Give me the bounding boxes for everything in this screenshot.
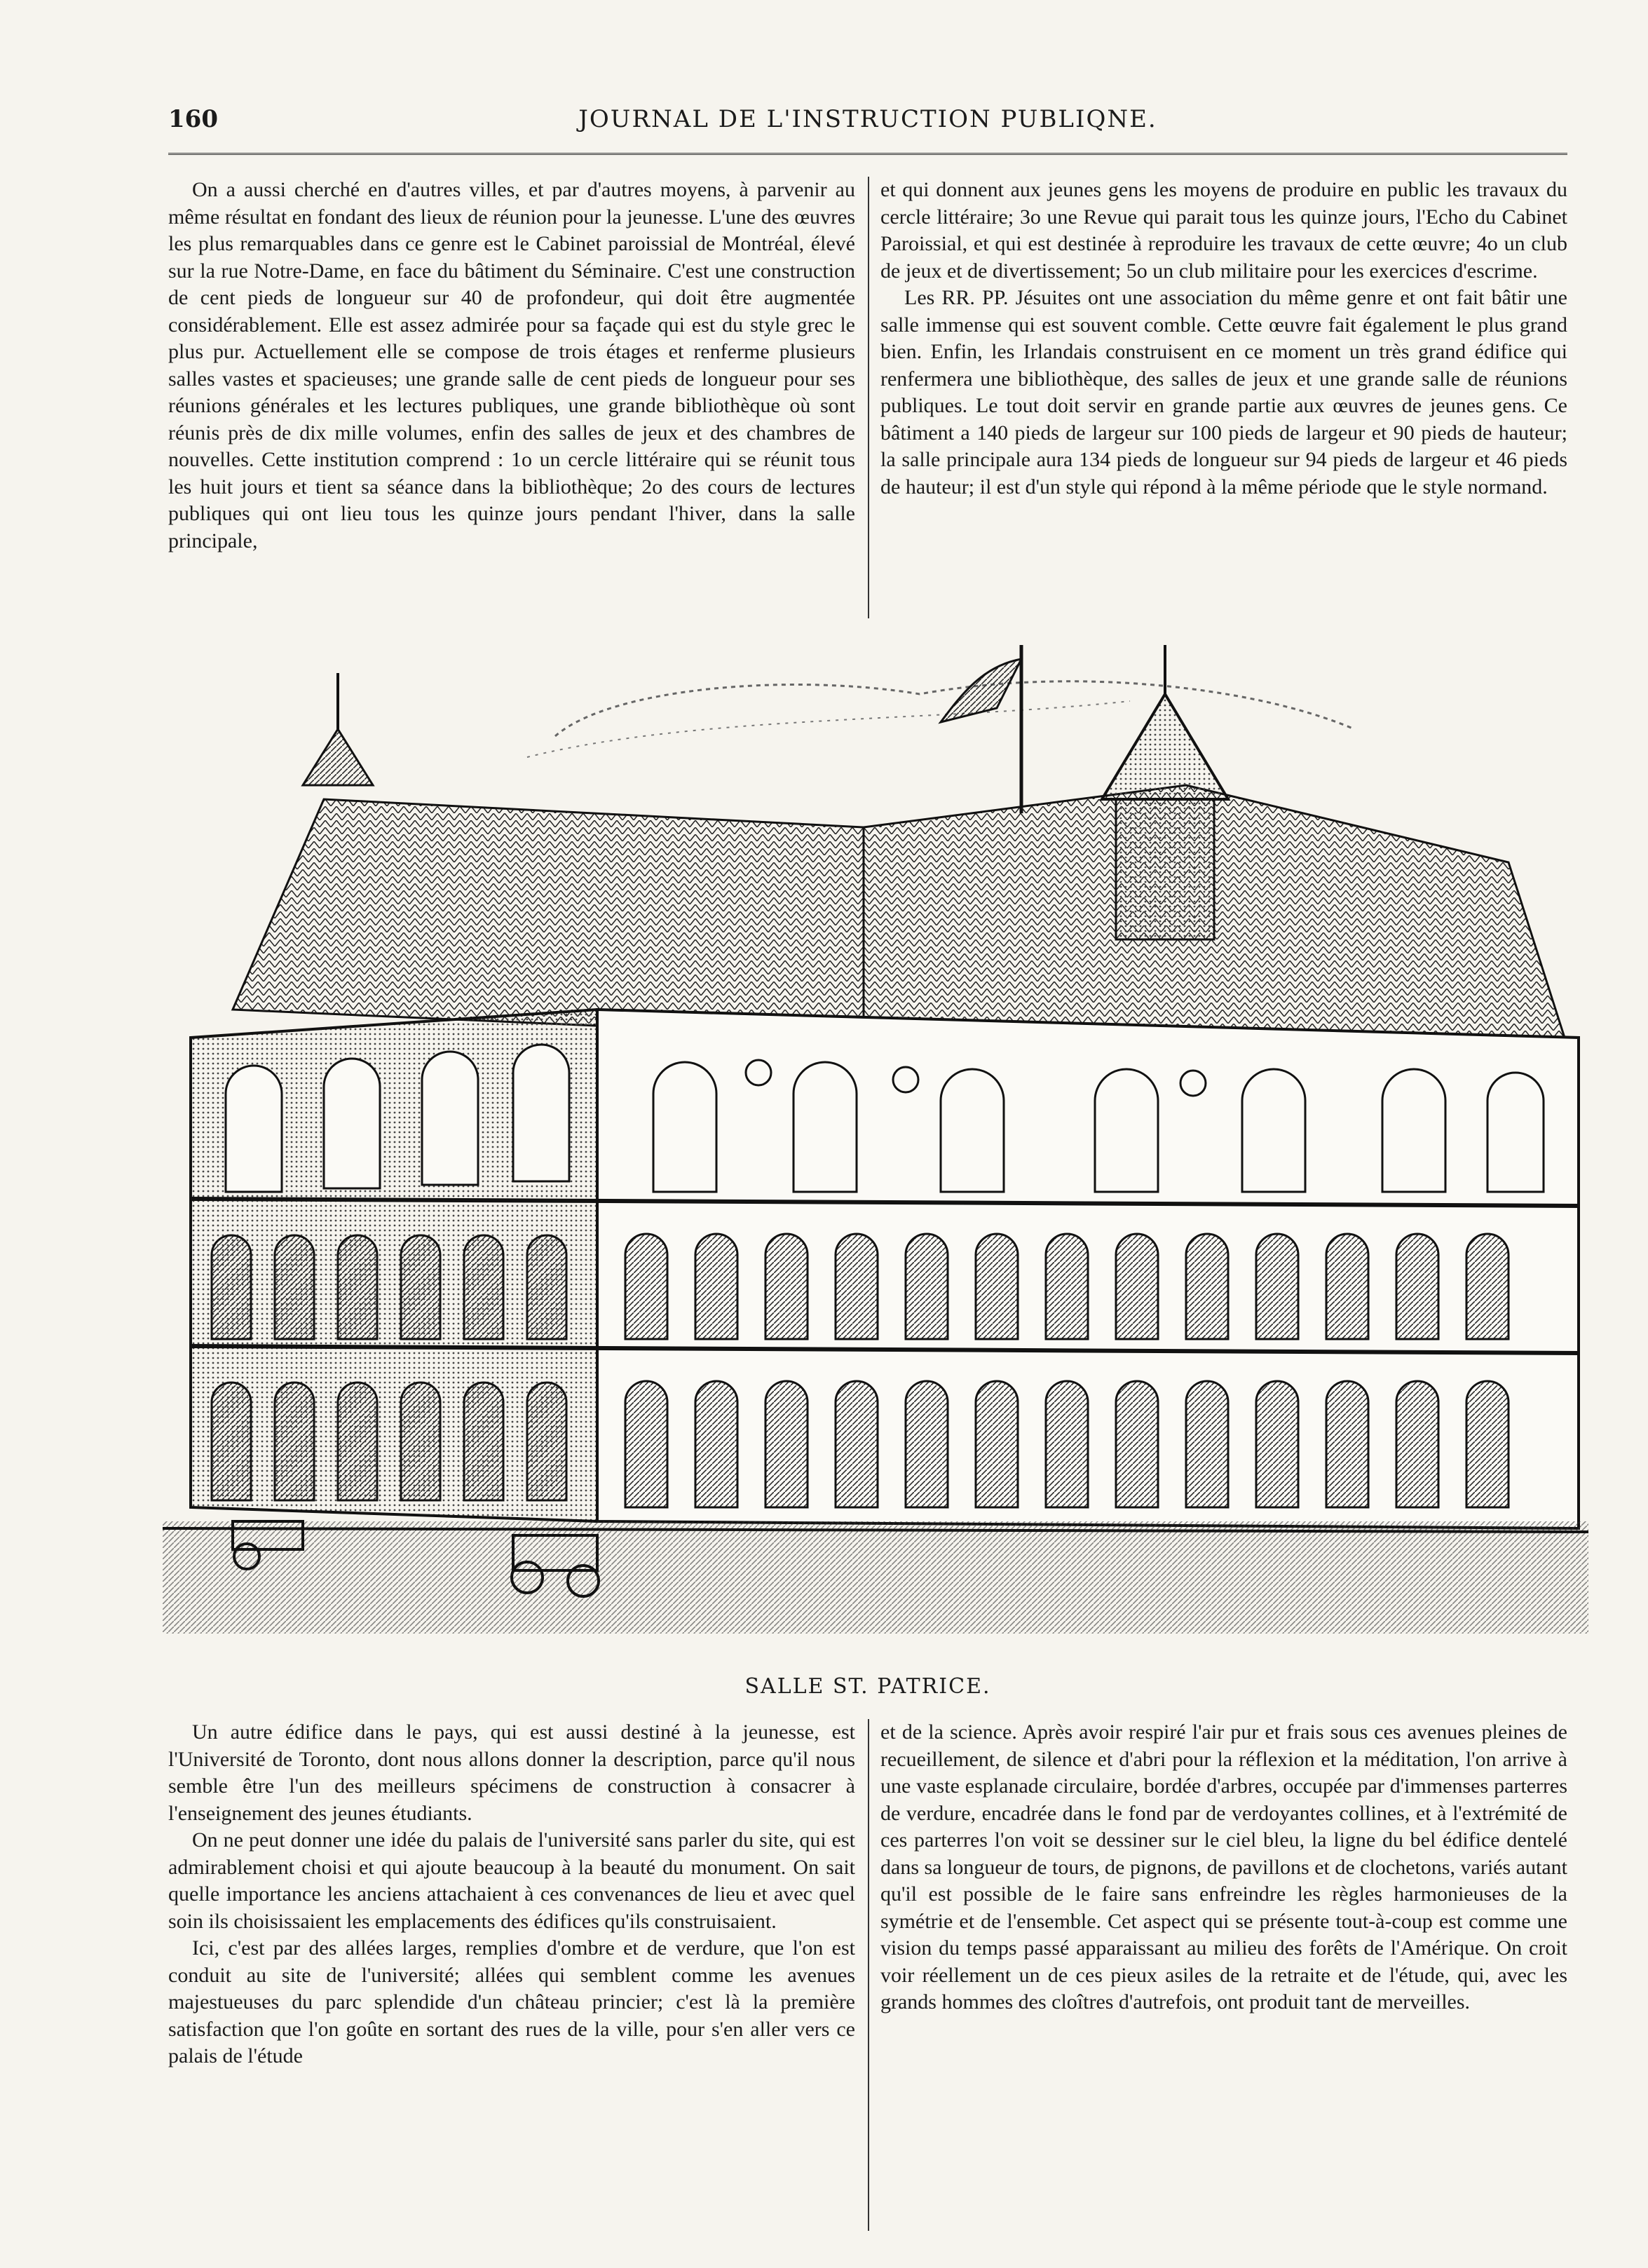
- paragraph: Un autre édifice dans le pays, qui est aussi destiné à la jeunesse, est l'Université de Toronto, dont nous allons donner la description, parce qu'il nous semble être l'un des meilleurs spécimens de construction à consacrer à l'enseignement des jeunes étudiants.: [168, 1720, 855, 1825]
- paragraph: Ici, c'est par des allées larges, remplies d'ombre et de verdure, que l'on est conduit au site de l'université; allées qui semblent comme les avenues majestueuses du parc splendide d'un château princier; c'est là la première satisfaction que l'on goûte en sortant des rues de la ville, pour s'en aller vers ce palais de l'étude: [168, 1936, 855, 2067]
- top-right-column: [880, 177, 1567, 501]
- bottom-right-column: [880, 1719, 1567, 2016]
- paragraph: On ne peut donner une idée du palais de l'université sans parler du site, qui est admirablement choisi et qui ajoute beaucoup à la beauté du monument. On sait quelle importance les anciens attachaient à ces convenances de lieu et avec quel soin ils choisissaient les emplacements des édifices qu'ils construisaient.: [168, 1828, 855, 1933]
- building-illustration: [163, 645, 1588, 1634]
- paragraph: et de la science. Après avoir respiré l'air pur et frais sous ces avenues pleines de recueillement, de silence et d'abri pour la réflexion et la méditation, l'on arrive à une vaste esplanade circulaire, bordée d'arbres, occupée par d'immenses parterres de verdure, encadrée dans le fond par de verdoyantes collines, et à l'extrémité de ces parterres l'on voit se dessiner sur le ciel bleu, la ligne du bel édifice dentelé dans sa longueur de tours, de pignons, de pavillons et de clochetons, variés autant qu'il est possible de le faire sans enfreindre les règles harmonieuses de la symétrie et de l'ensemble. Cet aspect qui se présente tout-à-coup est comme une vision du temps passé apparaissant au milieu des forêts de l'Amérique. On croit voir réellement un de ces pieux asiles de la retraite et de l'étude, qui, avec les grands hommes des cloîtres d'autrefois, ont produit tant de merveilles.: [880, 1720, 1567, 2014]
- salle-st-patrice-engraving: [163, 645, 1588, 1634]
- header-rule: [168, 153, 1567, 155]
- figure-caption: SALLE ST. PATRICE.: [744, 1674, 991, 1699]
- paragraph: On a aussi cherché en d'autres villes, et par d'autres moyens, à parvenir au même résultat en fondant des lieux de réunion pour la jeunesse. L'une des œuvres les plus remarquables dans ce genre est le Cabinet paroissial de Montréal, élevé sur la rue Notre-Dame, en face du bâtiment du Séminaire. C'est une construction de cent pieds de longueur sur 40 de profondeur, qui doit être augmentée considérablement. Elle est assez admirée pour sa façade qui est du style grec le plus pur. Actuellement elle se compose de trois étages et renferme plusieurs salles vastes et spacieuses; une grande salle de cent pieds de longueur pour ses réunions générales et les lectures publiques, une grande bibliothèque où sont réunis près de dix mille volumes, enfin des salles de jeux et des chambres de nouvelles. Cette institution comprend : 1o un cercle littéraire qui se réunit tous les huit jours et tient sa séance dans la bibliothèque; 2o des cours de lectures publiques qui ont lieu tous les quinze jours pendant l'hiver, dans la salle principale,: [168, 178, 855, 552]
- running-title: JOURNAL DE L'INSTRUCTION PUBLIQNE.: [578, 105, 1157, 133]
- page-header: [168, 105, 1567, 147]
- page-number: 160: [168, 105, 218, 133]
- top-left-column: [168, 177, 855, 555]
- paragraph: Les RR. PP. Jésuites ont une association du même genre et ont fait bâtir une salle immense qui est souvent comble. Cette œuvre fait également le plus grand bien. Enfin, les Irlandais construisent en ce moment un très grand édifice qui renfermera une bibliothèque, des salles de jeux et une grande salle de réunions publiques. Le tout doit servir en grande partie aux œuvres de jeunes gens. Ce bâtiment a 140 pieds de largeur sur 100 pieds de largeur et 90 pieds de hauteur; la salle principale aura 134 pieds de longueur sur 94 pieds de largeur et 46 pieds de hauteur; il est d'un style qui répond à la même période que le style normand.: [880, 286, 1567, 498]
- bottom-left-column: [168, 1719, 855, 2070]
- column-divider: [868, 177, 869, 618]
- column-divider: [868, 1719, 869, 2231]
- paragraph: et qui donnent aux jeunes gens les moyens de produire en public les travaux du cercle littéraire; 3o une Revue qui parait tous les quinze jours, l'Echo du Cabinet Paroissial, et qui est destinée à reproduire les travaux de cette œuvre; 4o un club de jeux et de divertissement; 5o un club militaire pour les exercices d'escrime.: [880, 178, 1567, 283]
